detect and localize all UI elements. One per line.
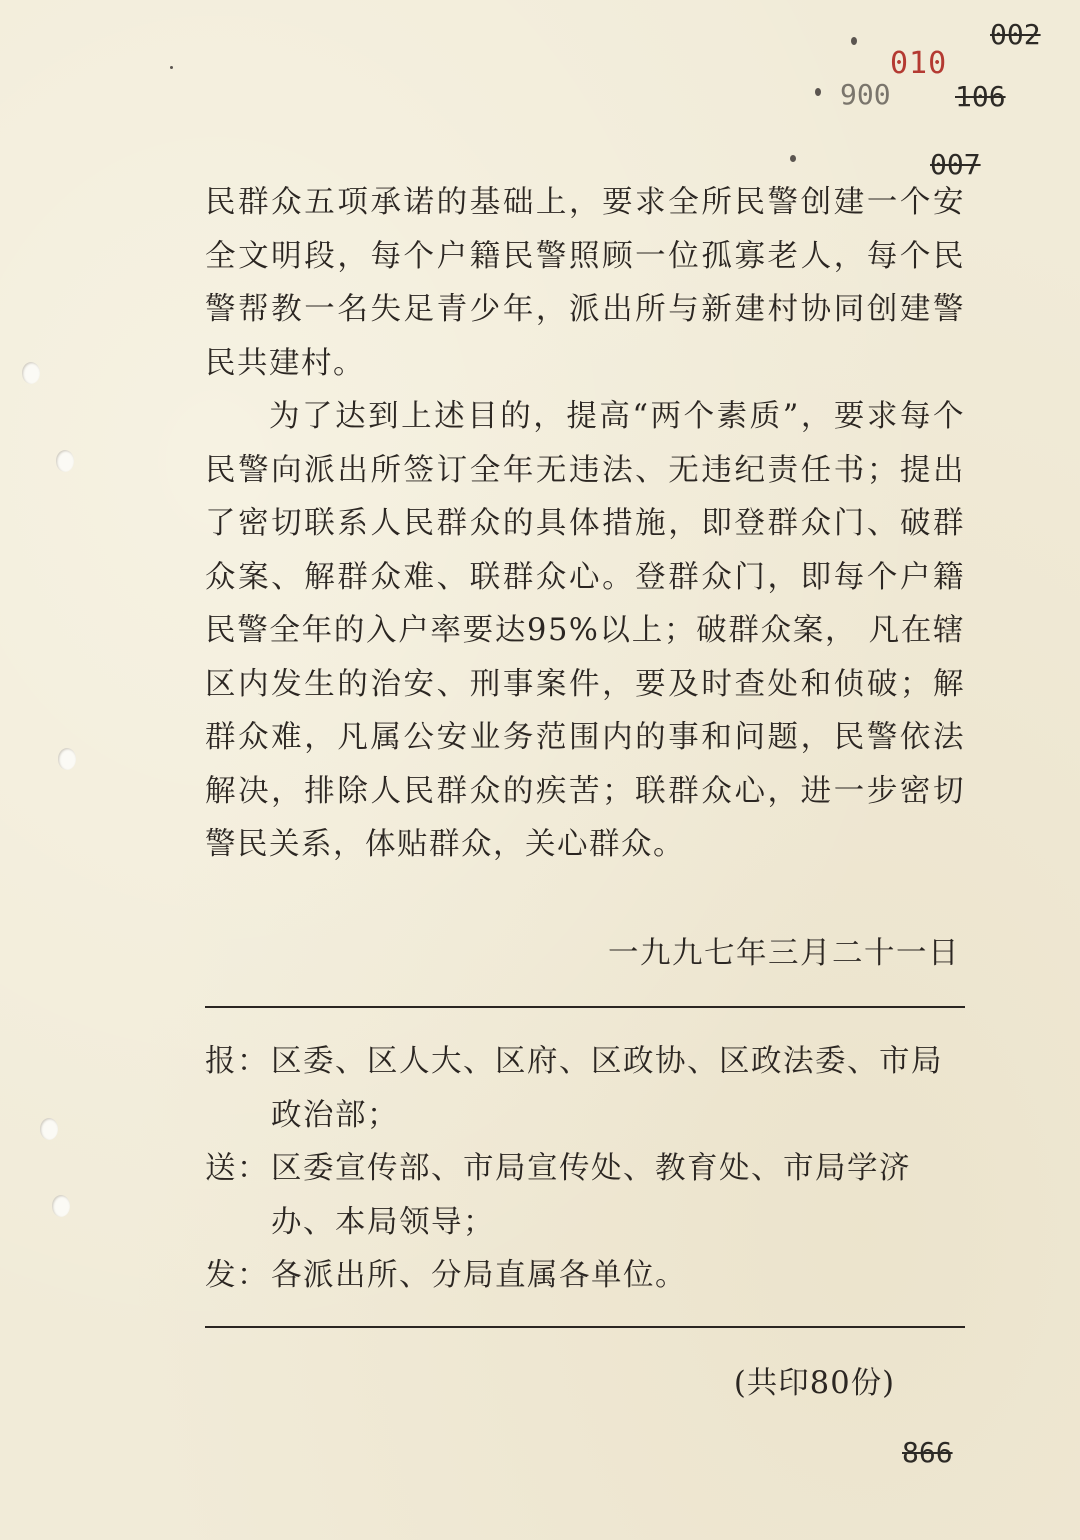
binder-hole (22, 362, 40, 384)
distribution-key: 发： (205, 1258, 269, 1293)
document-date: 一九九七年三月二十一日 (608, 936, 960, 971)
archive-number-red: 010 (890, 46, 948, 81)
distribution-value: 区委、区人大、区府、区政协、区政法委、市局政治部； (271, 1044, 943, 1133)
document-body (205, 176, 965, 872)
binder-hole (56, 450, 74, 472)
body-paragraph-2: 为了达到上述目的，提高“两个素质”，要求每个民警向派出所签订全年无违法、无违纪责任书；提出了密切联系人民群众的具体措施，即登群众门、破群众案、解群众难、联群众心。登群众门，即每个户籍民警全年的入户率要达95%以上；破群众案， 凡在辖区内发生的治安、刑事案件，要及时查处和侦破；解群众难，凡属公安业务范围内的事和问题，民警依法解决，排除人民群众的疾苦；联群众心，进一步密切警民关系，体贴群众，关心群众。 (205, 399, 965, 862)
archive-number-struck-third: 007 (930, 148, 981, 181)
distribution-key: 报： (205, 1044, 269, 1079)
body-paragraph-1: 民群众五项承诺的基础上，要求全所民警创建一个安全文明段，每个户籍民警照顾一位孤寡老人，每个民警帮教一名失足青少年，派出所与新建村协同创建警民共建村。 (205, 185, 965, 381)
ink-speck (851, 37, 857, 45)
ink-speck (815, 88, 821, 96)
binder-hole (40, 1118, 58, 1140)
ink-speck (790, 155, 796, 162)
distribution-row-issue (205, 1249, 965, 1303)
divider-top (205, 1006, 965, 1008)
binder-hole (52, 1195, 70, 1217)
distribution-value: 区委宣传部、市局宣传处、教育处、市局学济办、本局领导； (271, 1151, 911, 1240)
binder-hole (58, 748, 76, 770)
distribution-row-send (205, 1142, 965, 1249)
archive-number-struck-bottom: 866 (902, 1436, 953, 1469)
divider-bottom (205, 1326, 965, 1328)
ink-speck (170, 66, 173, 69)
archive-number-struck-second: 106 (955, 80, 1006, 113)
archive-number-struck-top: 002 (990, 18, 1041, 51)
archive-number-partial: 900 (840, 78, 891, 111)
distribution-list (205, 1035, 965, 1303)
distribution-value: 各派出所、分局直属各单位。 (271, 1258, 687, 1293)
distribution-row-report (205, 1035, 965, 1142)
distribution-key: 送： (205, 1151, 269, 1186)
copies-count: (共印80份) (733, 1366, 895, 1401)
